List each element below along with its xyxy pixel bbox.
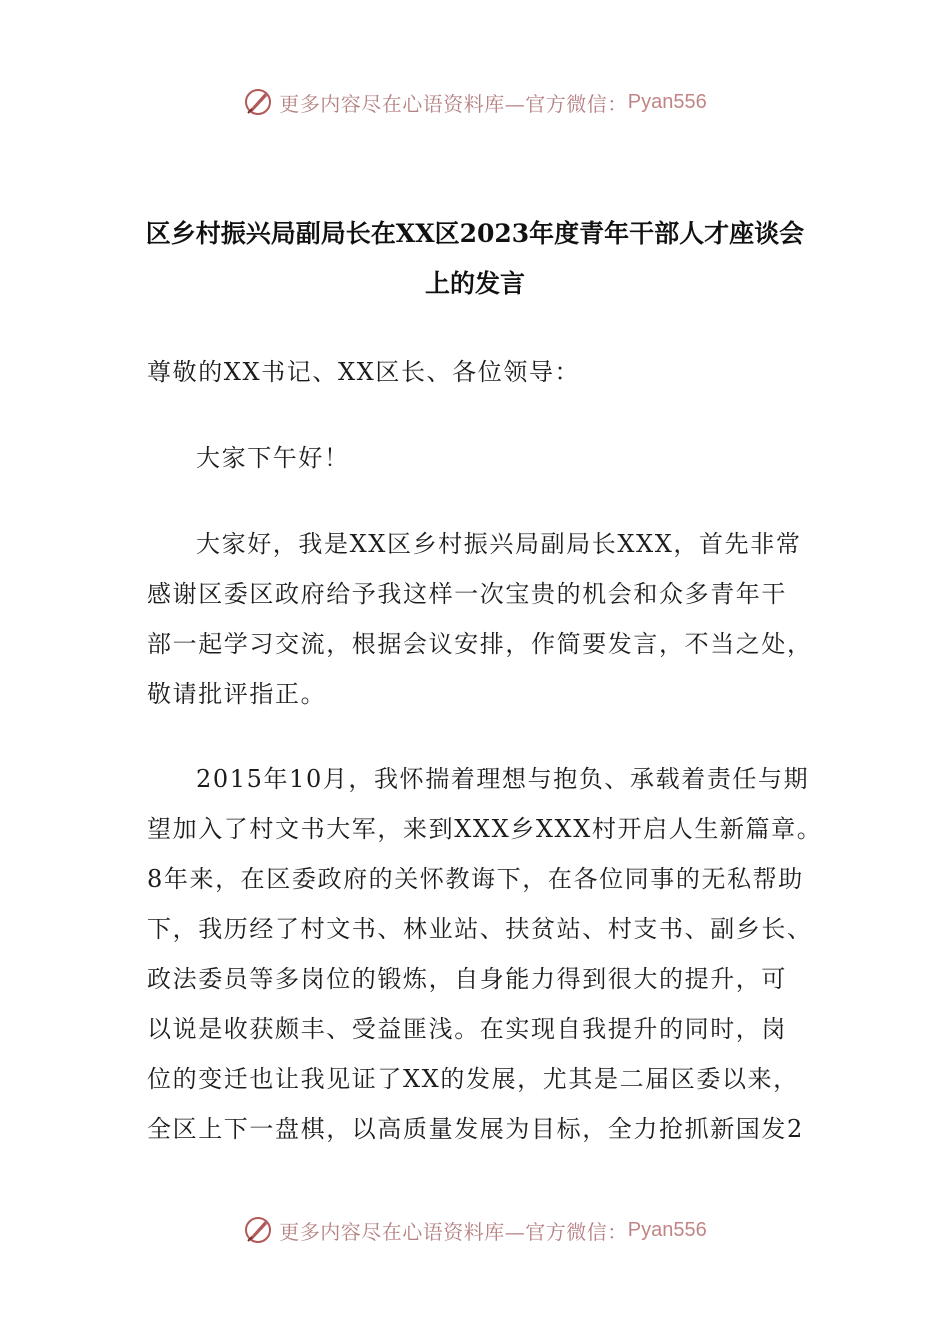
salutation: 尊敬的XX书记、XX区长、各位领导： xyxy=(147,358,581,386)
paragraph-2-line: 下，我历经了村文书、林业站、扶贫站、村支书、副乡长、 xyxy=(147,915,813,943)
paragraph-2-line: 政法委员等多岗位的锻炼，自身能力得到很大的提升，可 xyxy=(147,965,787,993)
paragraph-2-line: 位的变迁也让我见证了XX的发展，尤其是二届区委以来， xyxy=(147,1065,799,1093)
quill-logo-icon xyxy=(243,1215,273,1245)
paragraph-2-line: 2015年10月，我怀揣着理想与抱负、承载着责任与期 xyxy=(196,765,810,793)
paragraph-2-line: 全区上下一盘棋，以高质量发展为目标，全力抢抓新国发2 xyxy=(147,1115,804,1143)
paragraph-1-line: 感谢区委区政府给予我这样一次宝贵的机会和众多青年干 xyxy=(147,580,787,608)
footer-banner xyxy=(0,1210,950,1250)
paragraph-2-line: 望加入了村文书大军，来到XXX乡XXX村开启人生新篇章。 xyxy=(147,815,823,843)
paragraph-1-line: 大家好，我是XX区乡村振兴局副局长XXX，首先非常 xyxy=(196,530,802,558)
header-banner xyxy=(0,82,950,122)
quill-logo-icon xyxy=(243,87,273,117)
banner-text: 更多内容尽在心语资料库—官方微信： xyxy=(279,1219,628,1244)
wechat-id: Pyan556 xyxy=(627,1218,707,1241)
document-title-line-2: 上的发言 xyxy=(424,269,525,298)
greeting: 大家下午好！ xyxy=(196,444,350,472)
wechat-id: Pyan556 xyxy=(627,90,707,113)
paragraph-1-line: 敬请批评指正。 xyxy=(147,680,327,708)
paragraph-1-line: 部一起学习交流，根据会议安排，作简要发言，不当之处， xyxy=(147,630,813,658)
paragraph-2-line: 8年来，在区委政府的关怀教诲下，在各位同事的无私帮助 xyxy=(147,865,804,893)
document-title-line-1: 区乡村振兴局副局长在XX区2023年度青年干部人才座谈会 xyxy=(145,219,805,248)
banner-text: 更多内容尽在心语资料库—官方微信： xyxy=(279,91,628,116)
paragraph-2-line: 以说是收获颇丰、受益匪浅。在实现自我提升的同时，岗 xyxy=(147,1015,787,1043)
